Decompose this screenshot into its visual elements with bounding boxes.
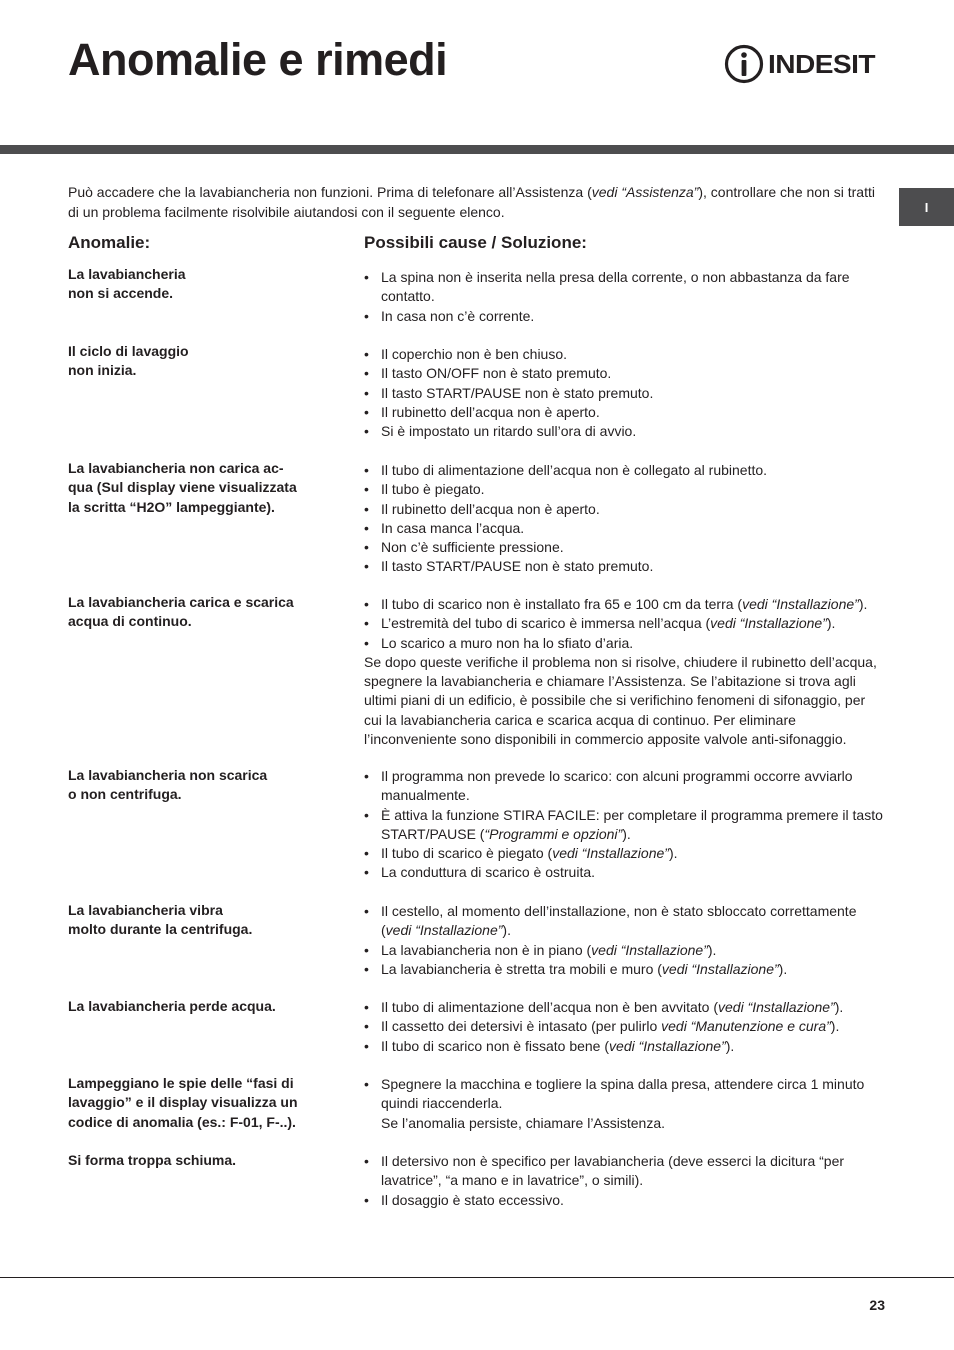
anomaly-label: La lavabiancheria non si accende. <box>68 266 186 302</box>
cause-item <box>364 844 884 863</box>
cause-item <box>364 461 884 480</box>
cause-text: È attiva la funzione STIRA FACILE: per completare il programma premere il tasto START/PAUSE ( <box>381 806 883 842</box>
cause-text-end: ). <box>826 615 836 632</box>
cause-item <box>364 384 884 403</box>
cause-text: Il programma non prevede lo scarico: con alcuni programmi occorre avviarlo manualmente. <box>381 768 853 804</box>
cause-item <box>364 1152 884 1191</box>
cause-list <box>364 595 884 653</box>
cause-text-end: ). <box>707 941 717 958</box>
cause-item <box>364 767 884 806</box>
cause-text: Il tubo di scarico è piegato ( <box>381 845 553 862</box>
cause-item <box>364 902 884 941</box>
section-reference: vedi “Installazione” <box>591 941 708 958</box>
cause-text: Il rubinetto dell’acqua non è aperto. <box>381 403 600 420</box>
section-reference: vedi “Installazione” <box>661 960 779 977</box>
cause-text-end: ). <box>668 845 678 862</box>
cause-text: Il tubo di alimentazione dell’acqua non è collegato al rubinetto. <box>381 462 768 478</box>
solution-block <box>364 461 884 577</box>
cause-text: Il tasto ON/OFF non è stato premuto. <box>381 365 612 382</box>
cause-item <box>364 960 884 979</box>
cause-text: Il cestello, al momento dell’installazione, non è stato sbloccato correttamente ( <box>381 903 857 939</box>
cause-item <box>364 1191 884 1210</box>
solution-block <box>364 1075 884 1133</box>
cause-text-end: ). <box>858 596 868 612</box>
solution-block <box>364 998 884 1056</box>
brand-name: INDESIT <box>768 48 876 79</box>
solution-block <box>364 1152 884 1210</box>
cause-item <box>364 863 884 882</box>
cause-text: Lo scarico a muro non ha lo sfiato d’aria. <box>381 634 634 651</box>
section-reference: vedi “Installazione” <box>710 615 827 632</box>
section-reference: vedi “Installazione” <box>718 999 835 1015</box>
solution-block <box>364 595 884 749</box>
page-number: 23 <box>869 1297 885 1313</box>
cause-text: Il tasto START/PAUSE non è stato premuto. <box>381 384 654 401</box>
cause-text-end: ). <box>725 1037 735 1054</box>
anomaly-label: Si forma troppa schiuma. <box>68 1152 237 1168</box>
solution-note: Se dopo queste verifiche il problema non si risolve, chiudere il rubinetto dell’acqua, spegnere la lavabiancheria e chiamare l’Assistenza. Se l’abitazione si trova agli ultimi piani di un edificio, è possibile che si verifichino fenomeni di sifonaggio, per cui la lavabiancheria carica e scarica acqua di continuo. Per eliminare l’inconveniente sono disponibili in commercio apposite valvole anti-sifonaggio. <box>364 653 877 748</box>
cause-text: Spegnere la macchina e togliere la spina dalla presa, attendere circa 1 minuto quindi riaccenderla. <box>381 1076 865 1112</box>
cause-item <box>364 941 884 960</box>
cause-text: Il tubo di scarico non è fissato bene ( <box>381 1037 610 1054</box>
cause-text: Il rubinetto dell’acqua non è aperto. <box>381 500 600 517</box>
page-title: Anomalie e rimedi <box>68 34 448 85</box>
solution-block <box>364 345 884 441</box>
cause-item <box>364 519 884 538</box>
cause-item <box>364 1037 884 1056</box>
cause-item <box>364 634 884 653</box>
cause-text-end: ). <box>778 960 788 977</box>
cause-text: Il tubo è piegato. <box>381 481 485 498</box>
cause-text: La lavabiancheria non è in piano ( <box>381 941 592 958</box>
cause-item <box>364 1017 884 1036</box>
cause-item <box>364 614 884 633</box>
cause-list <box>364 1075 884 1114</box>
cause-list <box>364 767 884 883</box>
cause-item <box>364 364 884 383</box>
cause-text: Non c’è sufficiente pressione. <box>381 539 564 556</box>
cause-list <box>364 998 884 1056</box>
cause-list <box>364 461 884 577</box>
cause-text: Il tasto START/PAUSE non è stato premuto. <box>381 558 654 575</box>
cause-item <box>364 538 884 557</box>
section-reference: vedi “Manutenzione e cura” <box>661 1018 831 1035</box>
cause-list <box>364 268 884 326</box>
anomaly-label: La lavabiancheria non scarica o non centrifuga. <box>68 767 268 803</box>
intro-text: Può accadere che la lavabiancheria non funzioni. Prima di telefonare all’Assistenza ( <box>68 184 592 200</box>
cause-text: In casa manca l’acqua. <box>381 519 525 536</box>
section-reference: “Programmi e opzioni” <box>484 825 623 842</box>
cause-text: Il coperchio non è ben chiuso. <box>381 346 568 362</box>
cause-item <box>364 403 884 422</box>
cause-list <box>364 902 884 979</box>
cause-text-end: ). <box>502 922 511 939</box>
info-i-icon <box>724 44 764 84</box>
solution-block <box>364 767 884 883</box>
cause-item <box>364 998 884 1017</box>
cause-text: Il detersivo non è specifico per lavabiancheria (deve esserci la dicitura “per lavatrice”, “a mano e in lavatrice”, o simili). <box>381 1153 845 1189</box>
solution-block <box>364 268 884 326</box>
header-divider <box>0 145 954 154</box>
footer-divider <box>0 1277 954 1278</box>
solution-block <box>364 902 884 979</box>
cause-text: La spina non è inserita nella presa della corrente, o non abbastanza da fare contatto. <box>381 269 850 305</box>
intro-paragraph <box>68 183 888 222</box>
anomaly-label: La lavabiancheria vibra molto durante la centrifuga. <box>68 902 253 938</box>
cause-text: Il dosaggio è stato eccessivo. <box>381 1191 564 1208</box>
cause-text: Il tubo di alimentazione dell’acqua non è ben avvitato ( <box>381 999 718 1015</box>
cause-text: Il cassetto dei detersivi è intasato (per pulirlo <box>381 1018 662 1035</box>
cause-text: La lavabiancheria è stretta tra mobili e muro ( <box>381 960 662 977</box>
cause-item <box>364 557 884 576</box>
solution-note: Se l’anomalia persiste, chiamare l’Assistenza. <box>381 1114 666 1131</box>
brand-logo <box>724 44 876 84</box>
cause-text: La conduttura di scarico è ostruita. <box>381 864 596 881</box>
anomaly-label: Lampeggiano le spie delle “fasi di lavaggio” e il display visualizza un codice di anomalia (es.: F-01, F-..). <box>68 1075 298 1130</box>
section-reference: vedi “Installazione” <box>552 845 669 862</box>
cause-text: In casa non c’è corrente. <box>381 307 535 324</box>
intro-reference: vedi “Assistenza” <box>591 184 699 200</box>
cause-text: Si è impostato un ritardo sull’ora di avvio. <box>381 423 637 440</box>
anomalies-heading: Anomalie: <box>68 233 151 252</box>
cause-item <box>364 1075 884 1114</box>
cause-text-end: ). <box>834 999 844 1015</box>
cause-item <box>364 345 884 364</box>
cause-item <box>364 500 884 519</box>
solutions-heading: Possibili cause / Soluzione: <box>364 233 587 252</box>
cause-list <box>364 1152 884 1210</box>
intro-text-end: ), controllare che non si tratti di un problema facilmente risolvibile aiutandosi con il seguente elenco. <box>68 184 875 220</box>
cause-item <box>364 480 884 499</box>
cause-text: Il tubo di scarico non è installato fra 65 e 100 cm da terra ( <box>381 596 743 612</box>
cause-item <box>364 595 884 614</box>
anomaly-label: La lavabiancheria non carica ac- qua (Sul display viene visualizzata la scritta “H2O” lampeggiante). <box>68 460 297 515</box>
section-reference: vedi “Installazione” <box>742 596 859 612</box>
anomaly-label: Il ciclo di lavaggio non inizia. <box>68 343 189 379</box>
anomaly-label: La lavabiancheria perde acqua. <box>68 998 276 1014</box>
cause-text: L’estremità del tubo di scarico è immersa nell’acqua ( <box>381 615 711 632</box>
anomaly-label: La lavabiancheria carica e scarica acqua di continuo. <box>68 594 294 630</box>
cause-item <box>364 307 884 326</box>
cause-item <box>364 422 884 441</box>
cause-text-end: ). <box>830 1018 840 1035</box>
language-tab: I <box>899 188 954 226</box>
cause-item <box>364 806 884 845</box>
cause-text-end: ). <box>622 825 631 842</box>
cause-list <box>364 345 884 441</box>
cause-item <box>364 268 884 307</box>
section-reference: vedi “Installazione” <box>609 1037 726 1054</box>
section-reference: vedi “Installazione” <box>385 922 503 939</box>
